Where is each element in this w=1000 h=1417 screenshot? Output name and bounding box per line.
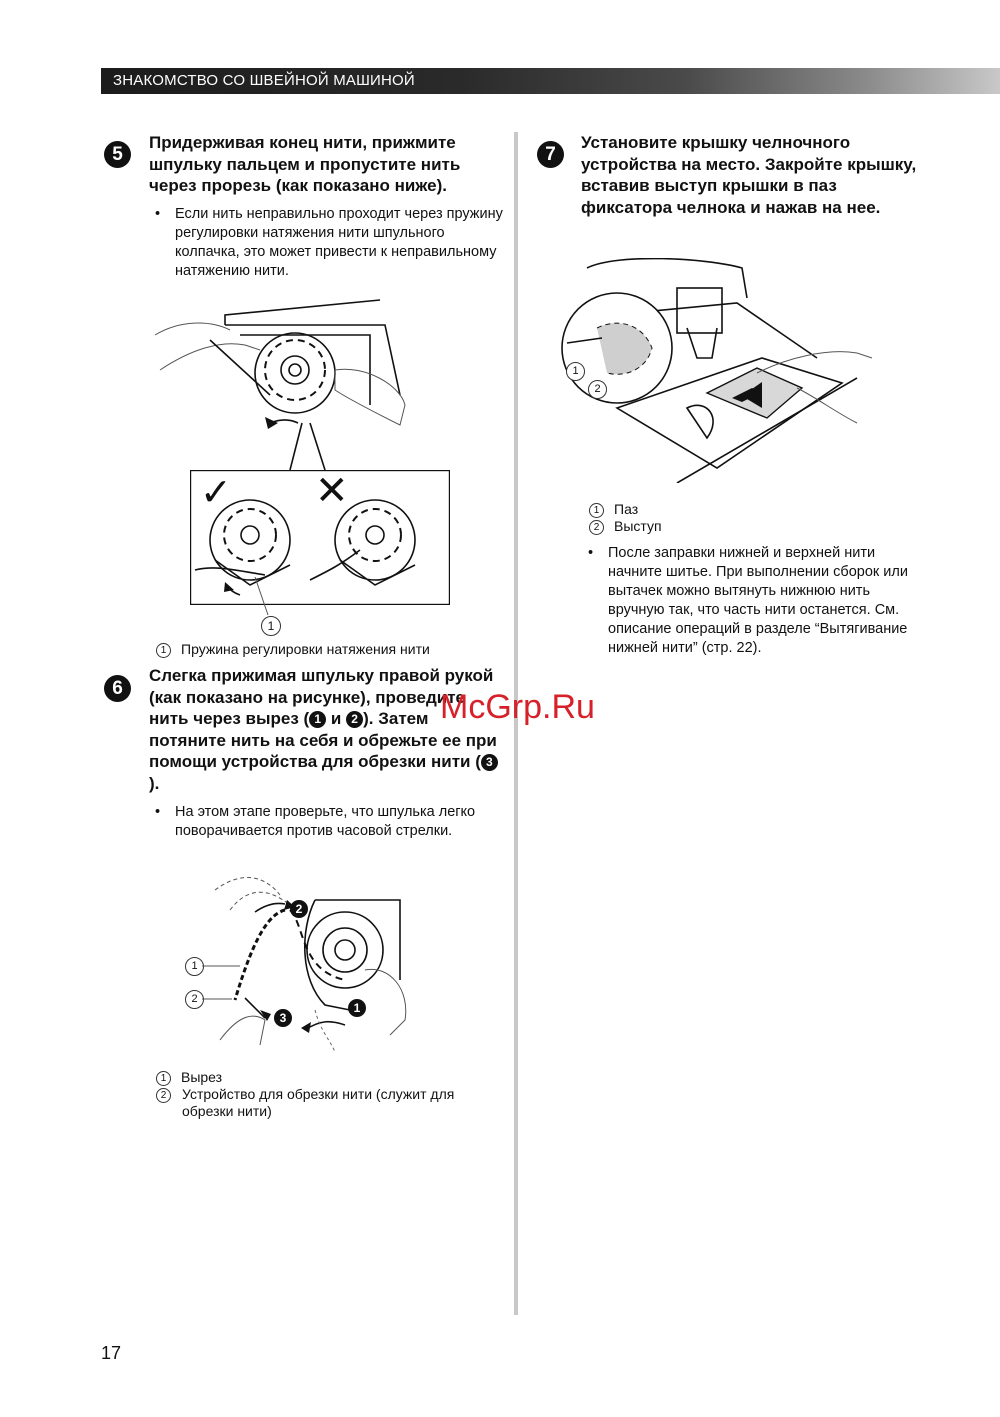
legend-number: 1 [156,1071,171,1086]
step-6-title-part: ). Затем потяните нить на себя и обрежьте ее при помощи устройства для обрезки нити ( [149,709,497,771]
step-5-note: • Если нить неправильно проходит через пружину регулировки натяжения нити шпульного колпачка, это может привести к неправильному натяжению нити. [155,206,503,279]
step-6-title [149,665,504,794]
step-5-legend-item [156,641,430,658]
section-title: ЗНАКОМСТВО СО ШВЕЙНОЙ МАШИНОЙ [113,72,415,89]
bobbin-insert-illustration [150,295,410,470]
ref-badge-1: 1 [309,711,326,728]
legend-number: 1 [589,503,604,518]
step-7-legend-item [589,501,638,518]
legend-text: Выступ [614,518,662,534]
correct-check-icon: ✓ [200,472,232,514]
legend-text: Вырез [181,1069,223,1085]
step-5-note-text: Если нить неправильно проходит через пружину регулировки натяжения нити шпульного колпачка, это может привести к неправильному натяжению нити. [175,206,503,279]
wrong-cross-icon: ✕ [315,469,349,513]
step-6-title-part: Слегка прижимая шпульку правой рукой (как показано на рисунке), проведите нить через вырез ( [149,666,494,728]
step-6-note: • На этом этапе проверьте, что шпулька легко поворачивается против часовой стрелки. [155,804,476,839]
callout-2: 2 [185,990,204,1009]
step-7-title: Установите крышку челночного устройства на место. Закройте крышку, вставив выступ крышки в паз фиксатора челнока и нажав на нее. [581,133,917,217]
step-7-note-text: После заправки нижней и верхней нити начните шитье. При выполнении сборок или вытачек можно вытянуть нижнюю нить вручную так, что часть нити останется. См. описание операций в разделе “Вытягивание нижней нити” (стр. 22). [608,545,908,656]
step-6-badge: 6 [104,675,131,702]
legend-number: 1 [156,643,171,658]
callout-1: 1 [185,957,204,976]
diagram-badge-2: 2 [290,900,308,918]
step-6-legend-item [156,1069,222,1086]
ref-badge-3: 3 [481,754,498,771]
bobbin-cover-illustration [557,258,877,483]
step-6-legend-item [156,1086,496,1120]
callout-2: 2 [588,380,607,399]
page-number: 17 [101,1343,122,1363]
legend-number: 2 [156,1088,171,1103]
step-7-legend-item [589,518,662,535]
watermark: McGrp.Ru [440,688,595,726]
legend-text: Устройство для обрезки нити (служит для обрезки нити) [182,1086,455,1119]
ref-badge-2: 2 [346,711,363,728]
step-6-note-text: На этом этапе проверьте, что шпулька легко поворачивается против часовой стрелки. [175,804,476,839]
step-5-title: Придерживая конец нити, прижмите шпульку пальцем и пропустите нить через прорезь (как показано ниже). [149,133,461,195]
callout-1: 1 [261,616,281,636]
step-5-badge: 5 [104,141,131,168]
step-7-note: • После заправки нижней и верхней нити начните шитье. При выполнении сборок или вытачек можно вытянуть нижнюю нить вручную так, что часть нити останется. См. описание операций в разделе “Вытягивание нижней нити” (стр. 22). [588,545,908,656]
callout-1: 1 [566,362,585,381]
legend-text: Паз [614,501,639,517]
legend-text: Пружина регулировки натяжения нити [181,641,430,657]
diagram-badge-3: 3 [274,1009,292,1027]
callout-leaders [202,960,247,1005]
step-6-title-part: и [326,709,347,728]
step-6-title-part: ). [149,773,160,793]
legend-number: 2 [589,520,604,535]
step-7-badge: 7 [537,141,564,168]
diagram-badge-1: 1 [348,999,366,1017]
